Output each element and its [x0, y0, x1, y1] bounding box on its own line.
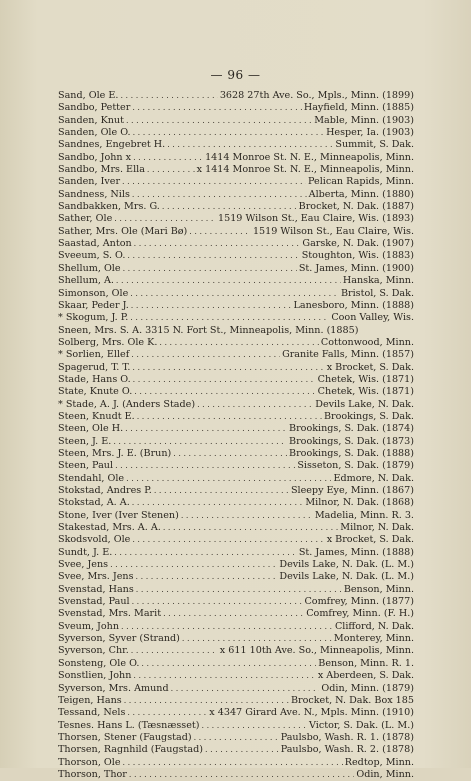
directory-entry — [58, 189, 414, 201]
entry-place: Clifford, N. Dak. — [334, 620, 414, 632]
directory-entry — [58, 584, 414, 596]
dot-leader — [136, 584, 342, 596]
directory-entry — [58, 300, 414, 312]
directory-entry — [58, 288, 414, 300]
dot-leader — [132, 362, 324, 374]
directory-entry — [58, 411, 414, 423]
directory-entry — [58, 312, 414, 324]
dot-leader — [205, 744, 279, 756]
entry-name: Syverson, Mrs. Amund — [58, 682, 169, 694]
entry-place: x 4347 Girard Ave. N., Mpls. Minn. (1910) — [209, 707, 414, 719]
entry-place: Devils Lake, N. Dak. (L. M.) — [279, 571, 414, 583]
directory-entry — [58, 238, 414, 250]
entry-name: Thorson, Ole — [58, 756, 121, 768]
entry-place: Brookings, S. Dak. (1888) — [289, 447, 414, 459]
entry-name: Tessand, Nels — [58, 707, 126, 719]
directory-entry — [58, 436, 414, 448]
dot-leader — [141, 658, 316, 670]
directory-entry — [58, 263, 414, 275]
entry-place: Devils Lake, N. Dak. (L. M.) — [279, 559, 414, 571]
entry-place: 1519 Wilson St., Eau Claire, Wis. — [252, 225, 414, 237]
directory-entry — [58, 473, 414, 485]
directory-entry — [58, 559, 414, 571]
directory-entry — [58, 720, 414, 732]
entry-name: Sundt, J. E. — [58, 546, 113, 558]
entry-name: Thorsen, Stener (Faugstad) — [58, 731, 192, 743]
dot-leader — [124, 695, 289, 707]
directory-entry — [58, 510, 414, 522]
directory-entry — [58, 127, 414, 139]
entry-name: Sather, Ole — [58, 213, 113, 225]
entry-name: Sveeum, S. O. — [58, 250, 126, 262]
entry-place: Coon Valley, Wis. — [331, 312, 414, 324]
entry-name: * Skogum, J. P. — [58, 312, 129, 324]
entry-place: Chetek, Wis. (1871) — [317, 373, 414, 385]
entry-name: Simonson, Ole — [58, 287, 129, 299]
entry-place: St. James, Minn. (1888) — [298, 546, 414, 558]
dot-leader — [132, 596, 303, 608]
directory-entry — [58, 744, 414, 756]
directory-entry — [58, 102, 414, 114]
dot-leader — [132, 102, 302, 114]
entry-place: Brookings, S. Dak. (1874) — [289, 423, 414, 435]
entry-place: Devils Lake, N. Dak. — [315, 398, 414, 410]
entry-name: * Stade, A. J. (Anders Stade) — [58, 398, 196, 410]
directory-entry — [58, 164, 414, 176]
entry-name: Steen, J. E. — [58, 435, 112, 447]
dot-leader — [122, 176, 306, 188]
entry-place: Alberta, Minn. (1880) — [308, 188, 414, 200]
entry-name: Sanden, Knut — [58, 114, 124, 126]
dot-leader — [182, 633, 332, 645]
dot-leader — [202, 720, 308, 732]
dot-leader — [123, 757, 343, 769]
directory-entry — [58, 497, 414, 509]
entry-place: x 1414 Monroe St. N. E., Minneapolis, Minn. — [196, 164, 414, 176]
dot-leader — [137, 411, 322, 423]
directory-entry — [58, 596, 414, 608]
dot-leader — [162, 201, 297, 213]
entry-place: Pelican Rapids, Minn. — [308, 176, 414, 188]
entry-name: Sandbo, Petter — [58, 102, 131, 114]
entry-name: Svenstad, Hans — [58, 583, 134, 595]
directory-entry — [58, 757, 414, 769]
dot-leader — [126, 473, 331, 485]
entry-name: Steen, Paul — [58, 460, 114, 472]
dot-leader — [127, 250, 299, 262]
entry-place: Madelia, Minn. R. 3. — [314, 509, 414, 521]
directory-entry — [58, 337, 414, 349]
directory-entry — [58, 534, 414, 546]
entry-place: Sisseton, S. Dak. (1879) — [297, 460, 414, 472]
entry-place: Hanska, Minn. — [342, 275, 414, 287]
dot-leader — [189, 226, 251, 238]
entry-name: Skaar, Peder J. — [58, 299, 129, 311]
entry-place: Odin, Minn. (1879) — [321, 682, 414, 694]
entry-name: Thorson, Thor — [58, 768, 127, 780]
dot-leader — [173, 448, 287, 460]
entry-place: x Aberdeen, S. Dak. — [317, 670, 414, 682]
entry-name: Sandbo, Mrs. Ella — [58, 164, 145, 176]
entry-place: Brocket, N. Dak. Box 185 — [290, 694, 414, 706]
dot-leader — [154, 485, 289, 497]
dot-leader — [136, 571, 278, 583]
dot-leader — [126, 115, 312, 127]
dot-leader — [133, 127, 324, 139]
entry-place: Paulsbo, Wash. R. 1. (1878) — [280, 731, 414, 743]
directory-entry — [58, 386, 414, 398]
dot-leader — [113, 436, 287, 448]
entry-name: Svee, Mrs. Jens — [58, 571, 134, 583]
entry-place: 3628 27th Ave. So., Mpls., Minn. (1899) — [219, 90, 414, 101]
directory-entry — [58, 250, 414, 262]
dot-leader — [123, 263, 297, 275]
dot-leader — [134, 386, 315, 398]
entry-name: Spagerud, T. T. — [58, 361, 131, 373]
entry-place: Brookings, S. Dak. (1873) — [289, 435, 414, 447]
dot-leader — [110, 559, 277, 571]
entry-place: x 611 10th Ave. So., Minneapolis, Minn. — [219, 645, 414, 657]
entry-place: Hayfield, Minn. (1885) — [303, 102, 414, 114]
dot-leader — [116, 275, 341, 287]
dot-leader — [163, 522, 338, 534]
entry-name: Svee, Jens — [58, 559, 109, 571]
entry-place: Milnor, N. Dak. (1868) — [305, 497, 414, 509]
entry-name: Thorsen, Ragnhild (Faugstad) — [58, 744, 203, 756]
directory-entry — [58, 522, 414, 534]
entry-name: Steen, Mrs. J. E. (Brun) — [58, 447, 172, 459]
directory-entry — [58, 658, 414, 670]
directory-entry — [58, 176, 414, 188]
entry-place: Brocket, N. Dak. (1887) — [298, 201, 414, 213]
entry-name: Stade, Hans O. — [58, 373, 131, 385]
entry-name: Syverson, Syver (Strand) — [58, 633, 180, 645]
directory-entry — [58, 460, 414, 472]
dot-leader — [132, 534, 324, 546]
entry-place: Sleepy Eye, Minn. (1867) — [290, 485, 414, 496]
dot-leader — [181, 510, 313, 522]
directory-entry — [58, 683, 414, 695]
directory-entry — [58, 115, 414, 127]
directory-entry — [58, 608, 414, 620]
dot-leader — [163, 608, 304, 620]
entry-place: Cottonwood, Minn. — [320, 336, 414, 348]
dot-leader — [131, 300, 292, 312]
dot-leader — [133, 152, 203, 164]
directory-entry — [58, 213, 414, 225]
entry-name: Sonsteng, Ole O. — [58, 657, 140, 669]
entry-name: Sonstlien, John — [58, 670, 132, 682]
entry-place: Lanesboro, Minn. (1888) — [293, 299, 414, 311]
entry-name: Sveum, John — [58, 620, 120, 632]
page-number: — 96 — — [210, 68, 261, 82]
entry-name: Sanden, Iver — [58, 176, 121, 188]
entry-place: Stoughton, Wis. (1883) — [301, 250, 414, 262]
directory-list — [58, 90, 414, 781]
entry-place: Hesper, Ia. (1903) — [326, 127, 414, 139]
entry-name: Sanden, Ole O. — [58, 127, 131, 139]
directory-entry — [58, 423, 414, 435]
entry-name: State, Knute O. — [58, 386, 133, 398]
directory-entry — [58, 633, 414, 645]
directory-entry — [58, 571, 414, 583]
entry-name: Sneen, Mrs. S. A. 3315 N. Fort St., Minneapolis, Minn. (1885) — [58, 324, 359, 336]
entry-name: Shellum, A. — [58, 275, 114, 287]
directory-entry — [58, 645, 414, 657]
entry-place: St. James, Minn. (1900) — [298, 262, 414, 274]
dot-leader — [147, 164, 195, 176]
entry-name: Stendahl, Ole — [58, 472, 125, 484]
dot-leader — [132, 189, 307, 201]
directory-entry — [58, 201, 414, 213]
entry-name: Saastad, Anton — [58, 238, 132, 250]
dot-leader — [130, 288, 339, 300]
directory-entry — [58, 275, 414, 287]
entry-name: Svenstad, Paul — [58, 596, 130, 608]
entry-place: Victor, S. Dak. (L. M.) — [309, 719, 414, 731]
directory-entry — [58, 139, 414, 151]
entry-place: 1414 Monroe St. N. E., Minneapolis, Minn. — [205, 151, 414, 163]
entry-place: Monterey, Minn. — [333, 633, 414, 645]
dot-leader — [127, 707, 207, 719]
dot-leader — [121, 621, 333, 633]
dot-leader — [171, 683, 320, 695]
entry-place: Redtop, Minn. — [344, 756, 414, 768]
entry-name: Sather, Mrs. Ole (Mari Bø) — [58, 225, 188, 237]
entry-place: x Brocket, S. Dak. — [326, 534, 414, 546]
dot-leader — [133, 670, 315, 682]
entry-place: Benson, Minn. R. 1. — [318, 657, 414, 669]
entry-place: Odin, Minn. — [356, 768, 414, 780]
dot-leader — [114, 547, 297, 559]
entry-place: x Brocket, S. Dak. — [326, 361, 414, 373]
entry-place: Edmore, N. Dak. — [333, 472, 414, 484]
dot-leader — [130, 312, 329, 324]
entry-name: Teigen, Hans — [58, 694, 122, 706]
entry-place: Comfrey, Minn. (F. H.) — [306, 608, 414, 620]
entry-place: Paulsbo, Wash. R. 2. (1878) — [280, 744, 414, 756]
entry-place: Milnor, N. Dak. — [340, 522, 414, 534]
entry-name: Sand, Ole E. — [58, 90, 119, 101]
dot-leader — [129, 769, 354, 781]
entry-place: Brookings, S. Dak. — [323, 410, 414, 422]
entry-name: Svenstad, Mrs. Marit — [58, 608, 162, 620]
entry-place: Granite Falls, Minn. (1857) — [282, 349, 414, 361]
entry-name: Steen, Ole H. — [58, 423, 124, 435]
dot-leader — [120, 90, 217, 102]
dot-leader — [125, 423, 287, 435]
dot-leader — [133, 374, 316, 386]
directory-entry — [58, 732, 414, 744]
dot-leader — [132, 497, 304, 509]
directory-entry — [58, 374, 414, 386]
entry-name: Solberg, Mrs. Ole K. — [58, 336, 158, 348]
entry-name: Sandnes, Engebret H. — [58, 139, 166, 151]
entry-name: Sandness, Nils — [58, 188, 130, 200]
entry-name: * Sorlien, Ellef — [58, 349, 130, 361]
directory-entry — [58, 152, 414, 164]
entry-name: Syverson, Chr. — [58, 645, 129, 657]
directory-entry — [58, 707, 414, 719]
entry-place: Chetek, Wis. (1871) — [317, 386, 414, 398]
dot-leader — [131, 645, 218, 657]
entry-name: Stakestad, Mrs. A. A. — [58, 522, 161, 534]
entry-place: Bristol, S. Dak. — [340, 287, 414, 299]
entry-name: Steen, Knudt E. — [58, 410, 135, 422]
directory-entry — [58, 547, 414, 559]
entry-name: Stone, Iver (Iver Stenen) — [58, 509, 179, 521]
directory-entry — [58, 399, 414, 411]
directory-entry — [58, 448, 414, 460]
directory-entry — [58, 362, 414, 374]
directory-entry — [58, 670, 414, 682]
directory-entry — [58, 621, 414, 633]
directory-entry — [58, 485, 414, 497]
directory-entry — [58, 226, 414, 238]
entry-place: Garske, N. Dak. (1907) — [302, 238, 414, 250]
entry-name: Tesnes. Hans L. (Tæsnæsset) — [58, 719, 200, 731]
entry-place: 1519 Wilson St., Eau Claire, Wis. (1893) — [218, 213, 414, 225]
directory-entry — [58, 769, 414, 781]
entry-place: Benson, Minn. — [343, 583, 414, 595]
entry-name: Sandbakken, Mrs. G. — [58, 201, 160, 213]
directory-entry — [58, 325, 414, 337]
entry-place: Mable, Minn. (1903) — [314, 114, 414, 126]
dot-leader — [167, 139, 333, 151]
directory-entry — [58, 349, 414, 361]
entry-name: Stokstad, A. A. — [58, 497, 130, 509]
dot-leader — [197, 399, 313, 411]
dot-leader — [114, 213, 216, 225]
entry-name: Stokstad, Andres P. — [58, 485, 152, 496]
dot-leader — [115, 460, 295, 472]
dot-leader — [131, 349, 280, 361]
entry-name: Skodsvold, Ole — [58, 534, 131, 546]
dot-leader — [159, 337, 319, 349]
directory-entry — [58, 90, 414, 102]
dot-leader — [194, 732, 279, 744]
entry-name: Sandbo, John x — [58, 151, 132, 163]
entry-place: Comfrey, Minn. (1877) — [304, 596, 414, 608]
dot-leader — [134, 238, 301, 250]
directory-entry — [58, 695, 414, 707]
entry-name: Shellum, Ole — [58, 262, 121, 274]
entry-place: Summit, S. Dak. — [335, 139, 414, 151]
